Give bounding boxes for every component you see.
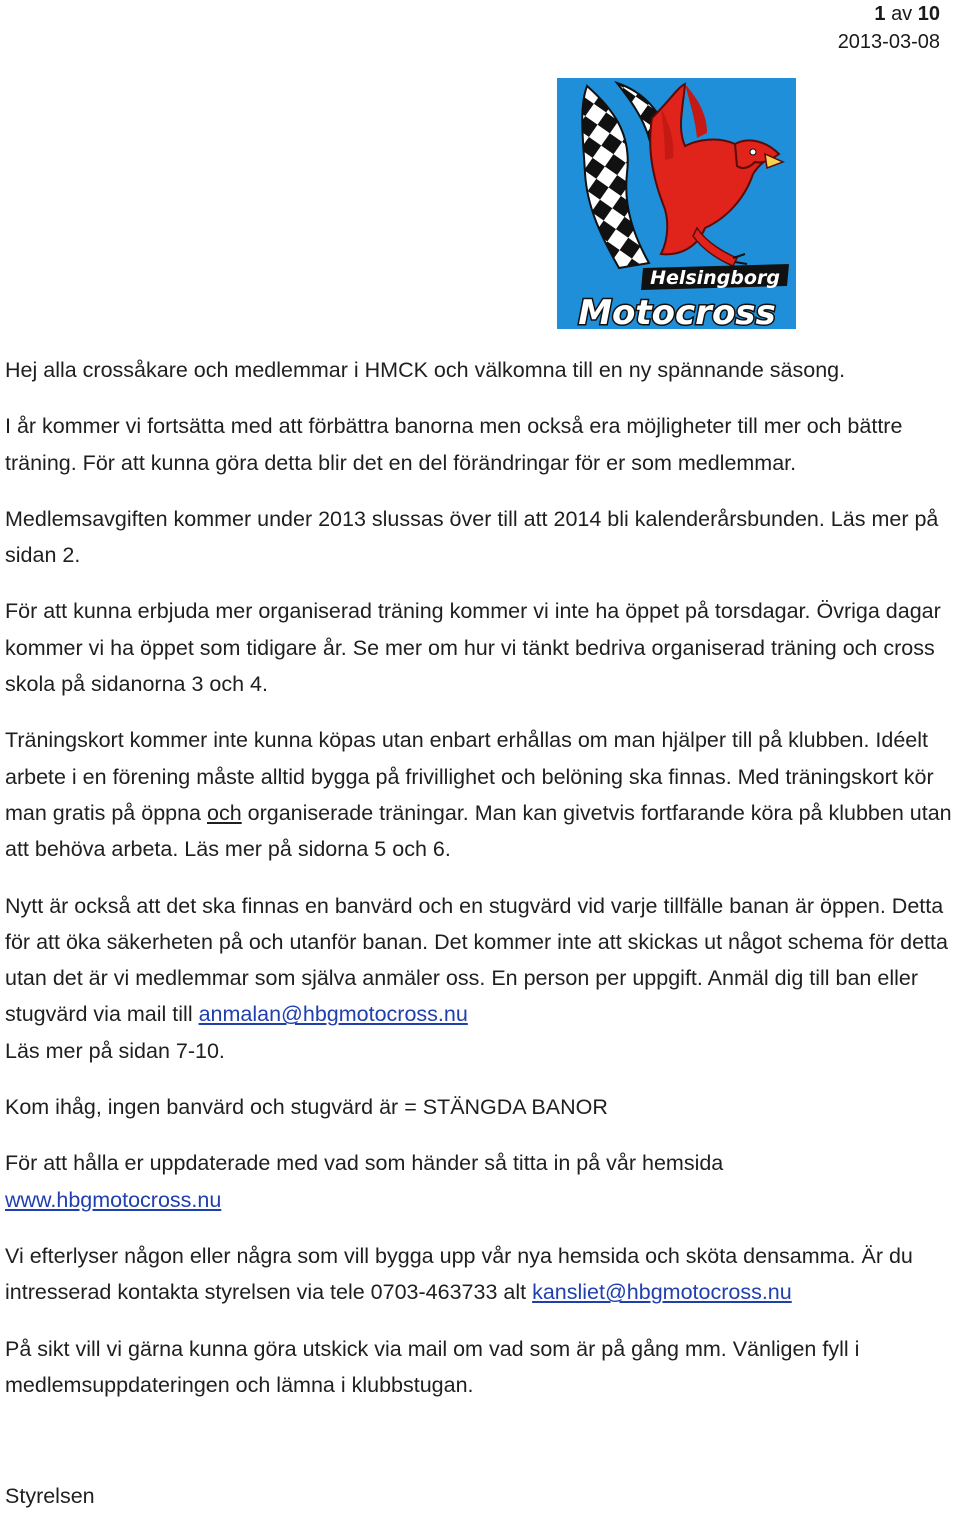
document-date: 2013-03-08 <box>837 31 940 53</box>
page-header <box>838 0 940 56</box>
paragraph-training: För att kunna erbjuda mer organiserad träning kommer vi inte ha öppet på torsdagar. Övriga dagar kommer vi ha öppet som tidigare år. Se mer om hur vi tänkt bedriva organiserad träning och cross skola på sidanorna 3 och 4. <box>5 599 941 697</box>
logo-text-top: Helsingborg <box>650 267 780 289</box>
underlined-word: och <box>207 800 242 825</box>
letter-body <box>5 352 955 1423</box>
signature: Styrelsen <box>5 1484 95 1508</box>
paragraph-hosts <box>5 888 955 1069</box>
paragraph-improvements: I år kommer vi fortsätta med att förbättra banorna men också era möjligheter till mer och bättre träning. För att kunna göra detta blir det en del förändringar för er som medlemmar. <box>5 414 903 475</box>
paragraph-website <box>5 1145 955 1218</box>
training-card-text-cont: organiserade träningar. Man kan givetvis fortfarande köra på klubben utan att behöva arbeta. Läs mer på sidorna 5 och 6. <box>5 800 952 862</box>
paragraph-reminder: Kom ihåg, ingen banvärd och stugvärd är = STÄNGDA BANOR <box>5 1095 608 1120</box>
email-link-anmalan[interactable]: anmalan@hbgmotocross.nu <box>198 1002 468 1027</box>
logo-text-bottom: Motocross <box>578 293 776 329</box>
paragraph-volunteer <box>5 1238 955 1311</box>
paragraph-membership-fee: Medlemsavgiften kommer under 2013 slussas över till att 2014 bli kalenderårsbunden. Läs mer på sidan 2. <box>5 506 939 568</box>
paragraph-training-card <box>5 722 955 867</box>
paragraph-mailing: På sikt vill vi gärna kunna göra utskick via mail om vad som är på gång mm. Vänligen fyll i medlemsuppdateringen och lämna i klubbstugan. <box>5 1336 860 1397</box>
email-link-kansliet[interactable]: kansliet@hbgmotocross.nu <box>532 1280 792 1305</box>
page-number <box>838 0 940 28</box>
page-of: av <box>891 3 913 25</box>
page-current: 1 <box>874 3 886 25</box>
page-total: 10 <box>917 3 940 25</box>
website-link[interactable]: www.hbgmotocross.nu <box>5 1187 222 1212</box>
paragraph-greeting: Hej alla crossåkare och medlemmar i HMCK och välkomna till en ny spännande säsong. <box>5 358 846 382</box>
volunteer-text: Vi efterlyser någon eller några som vill bygga upp vår nya hemsida och sköta densamma. Är du intresserad kontakta styrelsen via tele 0703-463733 alt <box>5 1243 913 1305</box>
hosts-read-more: Läs mer på sidan 7-10. <box>5 1038 225 1063</box>
training-card-text: Träningskort kommer inte kunna köpas utan enbart erhållas om man hjälper till på klubben. Idéelt arbete i en förening måste alltid bygga på frivillighet och belöning ska finnas. Med träningskort kör man gratis på öppna <box>5 728 934 825</box>
hosts-text: Nytt är också att det ska finnas en banvärd och en stugvärd vid varje tillfälle banan är öppen. Detta för att öka säkerheten på och utanför banan. Det kommer inte att skickas ut något schema för detta utan det är vi medlemmar som själva anmäler oss. En person per uppgift. Anmäl dig till ban eller stugvärd via mail till <box>5 893 948 1027</box>
club-logo <box>557 78 796 329</box>
website-text: För att hålla er uppdaterade med vad som händer så titta in på vår hemsida <box>5 1151 724 1176</box>
